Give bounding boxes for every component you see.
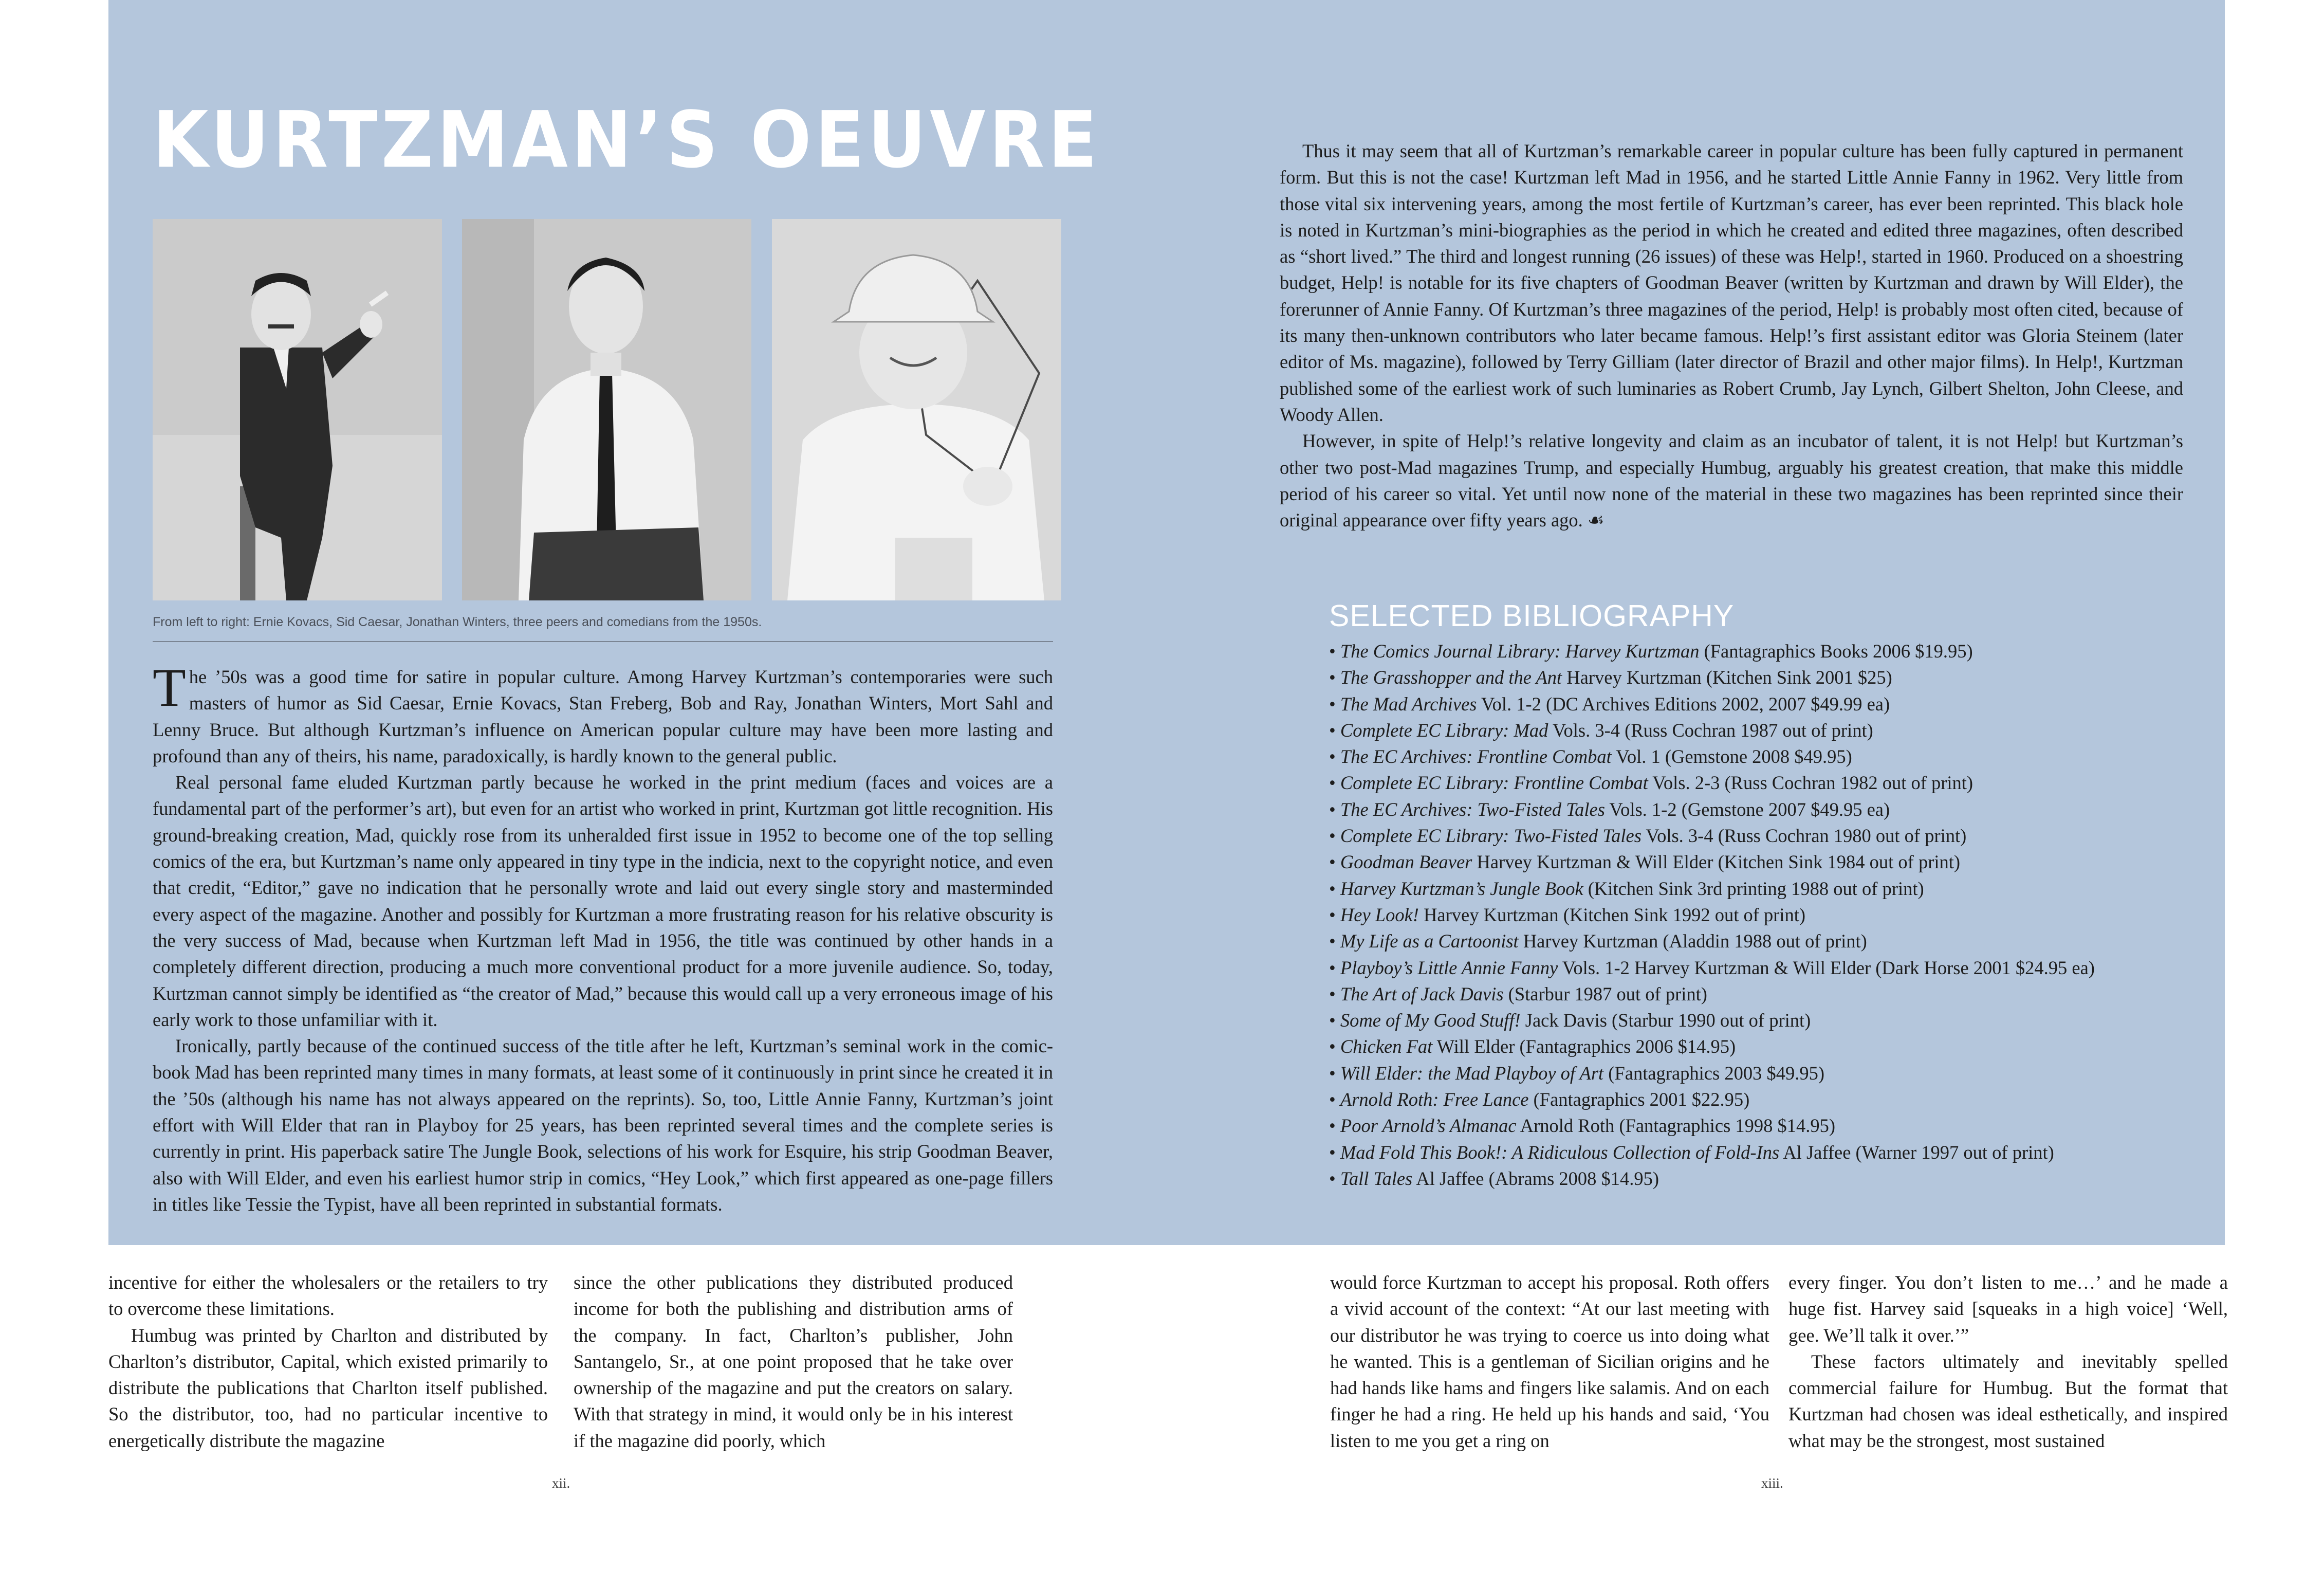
column-2-paragraph-1: since the other publications they distributed produced income for both the publishing and distribution arms of the company. In fact, Charlton’s publisher, John Santangelo, Sr., at one point proposed that he take over ownership of the magazine and put the creators on salary. With that strategy in mind, it would only be in his interest if the magazine did poorly, which <box>574 1272 1013 1451</box>
bibliography-item-title: Tall Tales <box>1340 1167 1413 1189</box>
essay-paragraph-2: Real personal fame eluded Kurtzman partly because he worked in the print medium (faces and voices are a fundamental part of the performer’s art), but even for an artist who worked in print, Kurtzman got little recognition. His ground-breaking creation, Mad, quickly rose from its unheralded first issue in 1952 to become one of the top selling comics of the era, but Kurtzman’s name only appeared in tiny type in the indicia, next to the copyright notice, and even that credit, “Editor,” gave no indication that he personally wrote and laid out every single story and masterminded every aspect of the magazine. Another and possibly for Kurtzman a more frustrating reason for his relative obscurity is the very success of Mad, because when Kurtzman left Mad in 1956, the title was continued by other hands in a completely different direction, producing a much more conventional product for a more juvenile audience. So, today, Kurtzman cannot simply be identified as “the creator of Mad,” because this would call up a very erroneous image of his early work to those unfamiliar with it. <box>153 772 1053 1030</box>
bibliography-item-details: (Starbur 1987 out of print) <box>1503 983 1707 1004</box>
intro-paragraph-2: However, in spite of Help!’s relative longevity and claim as an incubator of talent, it is not Help! but Kurtzman’s other two post-Mad magazines Trump, and especially Humbug, arguably his greatest creation, that make this middle period of his career so vital. Yet until now none of the material in these two magazines has been reprinted since their original appearance over fifty years ago. ☙ <box>1280 430 2183 531</box>
bibliography-item-title: Goodman Beaver <box>1340 851 1472 873</box>
bibliography-item-details: (Kitchen Sink 3rd printing 1988 out of print) <box>1583 878 1924 899</box>
bibliography-item <box>1329 1112 2213 1139</box>
column-2 <box>574 1269 1013 1454</box>
bibliography-item-title: Will Elder: the Mad Playboy of Art <box>1340 1062 1604 1084</box>
bibliography-item <box>1329 796 2213 823</box>
bibliography-item-details: Vol. 1-2 (DC Archives Editions 2002, 2007 $49.99 ea) <box>1477 693 1890 715</box>
bibliography-item-title: The EC Archives: Frontline Combat <box>1340 746 1612 768</box>
bibliography-item-title: The Art of Jack Davis <box>1340 983 1504 1004</box>
bibliography-item-details: (Fantagraphics 2001 $22.95) <box>1528 1089 1750 1110</box>
bibliography-item <box>1329 1033 2213 1059</box>
bibliography-item-title: Arnold Roth: Free Lance <box>1340 1089 1529 1110</box>
bibliography-item-title: Harvey Kurtzman’s Jungle Book <box>1340 878 1583 899</box>
column-1 <box>108 1269 548 1454</box>
bibliography-item-title: The EC Archives: Two-Fisted Tales <box>1340 798 1605 820</box>
bibliography-item <box>1329 928 2213 954</box>
bibliography-item-details: Arnold Roth (Fantagraphics 1998 $14.95) <box>1516 1115 1836 1137</box>
photo-ernie-kovacs <box>153 219 442 600</box>
page-number-right: xiii. <box>1761 1475 1783 1491</box>
essay-paragraph-3: Ironically, partly because of the continued success of the title after he left, Kurtzman’s seminal work in the comic-book Mad has been reprinted many times in many formats, at least some of it continuously in print since he created it in the ’50s (although his name has not always appeared on the reprints). So, too, Little Annie Fanny, Kurtzman’s joint effort with Will Elder that ran in Playboy for 25 years, has been reprinted several times and the complete series is currently in print. His paperback satire The Jungle Book, selections of his work for Esquire, his strip Goodman Beaver, also with Will Elder, and even his earliest humor strip in comics, “Hey Look,” which first appeared as one-page fillers in titles like Tessie the Typist, have all been reprinted in substantial formats. <box>153 1035 1053 1215</box>
bibliography-item-title: Mad Fold This Book!: A Ridiculous Collection of Fold-Ins <box>1340 1141 1780 1163</box>
bibliography-item-title: Complete EC Library: Frontline Combat <box>1340 772 1648 794</box>
bibliography-item-title: The Grasshopper and the Ant <box>1340 667 1562 688</box>
bibliography-item-details: Vol. 1 (Gemstone 2008 $49.95) <box>1611 746 1852 768</box>
bibliography-item <box>1329 691 2213 717</box>
column-4-paragraph-2: These factors ultimately and inevitably spelled commercial failure for Humbug. But the format that Kurtzman had chosen was ideal esthetically, and inspired what may be the strongest, most sustained <box>1788 1350 2228 1451</box>
bibliography-item-details: Vols. 1-2 Harvey Kurtzman & Will Elder (Dark Horse 2001 $24.95 ea) <box>1558 957 2095 978</box>
bibliography-item-details: Harvey Kurtzman & Will Elder (Kitchen Sink 1984 out of print) <box>1472 851 1961 873</box>
bibliography-item-title: The Mad Archives <box>1340 693 1477 715</box>
bibliography-item <box>1329 875 2213 902</box>
bibliography-item <box>1329 1086 2213 1112</box>
bibliography-item <box>1329 664 2213 690</box>
bibliography-item-details: Al Jaffee (Warner 1997 out of print) <box>1779 1141 2054 1163</box>
bibliography-item-details: Harvey Kurtzman (Aladdin 1988 out of print) <box>1518 930 1867 952</box>
bibliography-item-details: Will Elder (Fantagraphics 2006 $14.95) <box>1432 1036 1736 1057</box>
bibliography-item <box>1329 1165 2213 1192</box>
bibliography-item-details: Vols. 3-4 (Russ Cochran 1987 out of print) <box>1548 719 1873 741</box>
intro-paragraph-1: Thus it may seem that all of Kurtzman’s remarkable career in popular culture has been fully captured in permanent form. But this is not the case! Kurtzman left Mad in 1956, and he started Little Annie Fanny in 1962. Very little from those vital six intervening years, among the most fertile of Kurtzman’s career, has ever been reprinted. This black hole is noted in Kurtzman’s mini-biographies as the period in which he created and edited three magazines, often described as “short lived.” The third and longest running (26 issues) of these was Help!, started in 1960. Produced on a shoestring budget, Help! is notable for its five chapters of Goodman Beaver (written by Kurtzman and drawn by Will Elder), the forerunner of Annie Fanny. Of Kurtzman’s three magazines of the period, Help! is probably most often cited, because of its many then-unknown contributors who later became famous. Help!’s first assistant editor was Gloria Steinem (later editor of Ms. magazine), followed by Terry Gilliam (later director of Brazil and other major films). In Help!, Kurtzman published some of the earliest work of such luminaries as Robert Crumb, Jay Lynch, Gilbert Shelton, John Cleese, and Woody Allen. <box>1280 140 2183 425</box>
bibliography-item-title: Complete EC Library: Two-Fisted Tales <box>1340 825 1641 847</box>
bibliography-item <box>1329 823 2213 849</box>
photo-caption: From left to right: Ernie Kovacs, Sid Caesar, Jonathan Winters, three peers and comedians from the 1950s. <box>153 615 1053 642</box>
bibliography-item-title: Poor Arnold’s Almanac <box>1340 1115 1517 1137</box>
bibliography-item-title: Chicken Fat <box>1340 1036 1433 1057</box>
bibliography-list <box>1329 638 2213 1192</box>
bibliography-item-title: Playboy’s Little Annie Fanny <box>1340 957 1558 978</box>
bibliography-item <box>1329 955 2213 981</box>
bibliography-item <box>1329 717 2213 743</box>
bibliography-item-title: The Comics Journal Library: Harvey Kurtzman <box>1340 641 1700 662</box>
column-4-paragraph-1: every finger. You don’t listen to me…’ and he made a huge fist. Harvey said [squeaks in a high voice] ‘Well, gee. We’ll talk it over.’” <box>1788 1272 2228 1346</box>
photo-jonathan-winters <box>772 219 1061 600</box>
bibliography-item <box>1329 1139 2213 1165</box>
intro-text <box>1280 138 2183 533</box>
bibliography-item-details: (Fantagraphics Books 2006 $19.95) <box>1699 641 1973 662</box>
bibliography-item-details: Harvey Kurtzman (Kitchen Sink 1992 out of print) <box>1418 904 1806 925</box>
column-1-paragraph-2: Humbug was printed by Charlton and distributed by Charlton’s distributor, Capital, which existed primarily to distribute the publications that Charlton itself published. So the distributor, too, had no particular incentive to energetically distribute the magazine <box>108 1324 548 1451</box>
column-1-paragraph-1: incentive for either the wholesalers or the retailers to try to overcome these limitations. <box>108 1272 548 1320</box>
column-3-paragraph-1: would force Kurtzman to accept his proposal. Roth offers a vivid account of the context: “At our last meeting with our distributor he was trying to coerce us into doing what he wanted. This is a gentleman of Sicilian origins and he had hands like hams and fingers like salamis. And on each finger he had a ring. He held up his hands and said, ‘You listen to me you get a ring on <box>1330 1272 1769 1451</box>
bibliography-item <box>1329 1007 2213 1033</box>
page-title: KURTZMAN’S OEUVRE <box>153 95 1101 186</box>
bibliography-item-details: Vols. 1-2 (Gemstone 2007 $49.95 ea) <box>1604 798 1890 820</box>
bibliography-item <box>1329 743 2213 770</box>
essay-text <box>153 657 1053 1217</box>
bibliography-item-details: (Fantagraphics 2003 $49.95) <box>1603 1062 1824 1084</box>
bibliography-item <box>1329 902 2213 928</box>
bibliography-item <box>1329 638 2213 664</box>
bibliography-item-title: Complete EC Library: Mad <box>1340 719 1548 741</box>
bibliography-heading: SELECTED BIBLIOGRAPHY <box>1329 599 1735 633</box>
bibliography-item <box>1329 849 2213 875</box>
bibliography-item-details: Al Jaffee (Abrams 2008 $14.95) <box>1412 1167 1659 1189</box>
photo-sid-caesar <box>462 219 751 600</box>
page-number-left: xii. <box>552 1475 570 1491</box>
bibliography-item-details: Vols. 2-3 (Russ Cochran 1982 out of print) <box>1648 772 1973 794</box>
bibliography-item-title: My Life as a Cartoonist <box>1340 930 1519 952</box>
column-3 <box>1330 1269 1769 1454</box>
end-mark-icon: ☙ <box>1587 509 1604 531</box>
bibliography-item-title: Some of My Good Stuff! <box>1340 1010 1521 1031</box>
drop-cap: T <box>153 657 186 718</box>
bibliography-item-details: Harvey Kurtzman (Kitchen Sink 2001 $25) <box>1562 667 1892 688</box>
bibliography-item <box>1329 770 2213 796</box>
essay-paragraph-1: The ’50s was a good time for satire in popular culture. Among Harvey Kurtzman’s contemporaries were such masters of humor as Sid Caesar, Ernie Kovacs, Stan Freberg, Bob and Ray, Jonathan Winters, Mort Sahl and Lenny Bruce. But although Kurtzman’s influence on American popular culture may have been more lasting and profound than any of theirs, his name, paradoxically, is hardly known to the general public. <box>153 657 1053 766</box>
bibliography-item-details: Jack Davis (Starbur 1990 out of print) <box>1520 1010 1811 1031</box>
bibliography-item <box>1329 1060 2213 1086</box>
column-4 <box>1788 1269 2228 1454</box>
bibliography-item <box>1329 981 2213 1007</box>
bibliography-item-title: Hey Look! <box>1340 904 1419 925</box>
bibliography-item-details: Vols. 3-4 (Russ Cochran 1980 out of print) <box>1641 825 1967 847</box>
